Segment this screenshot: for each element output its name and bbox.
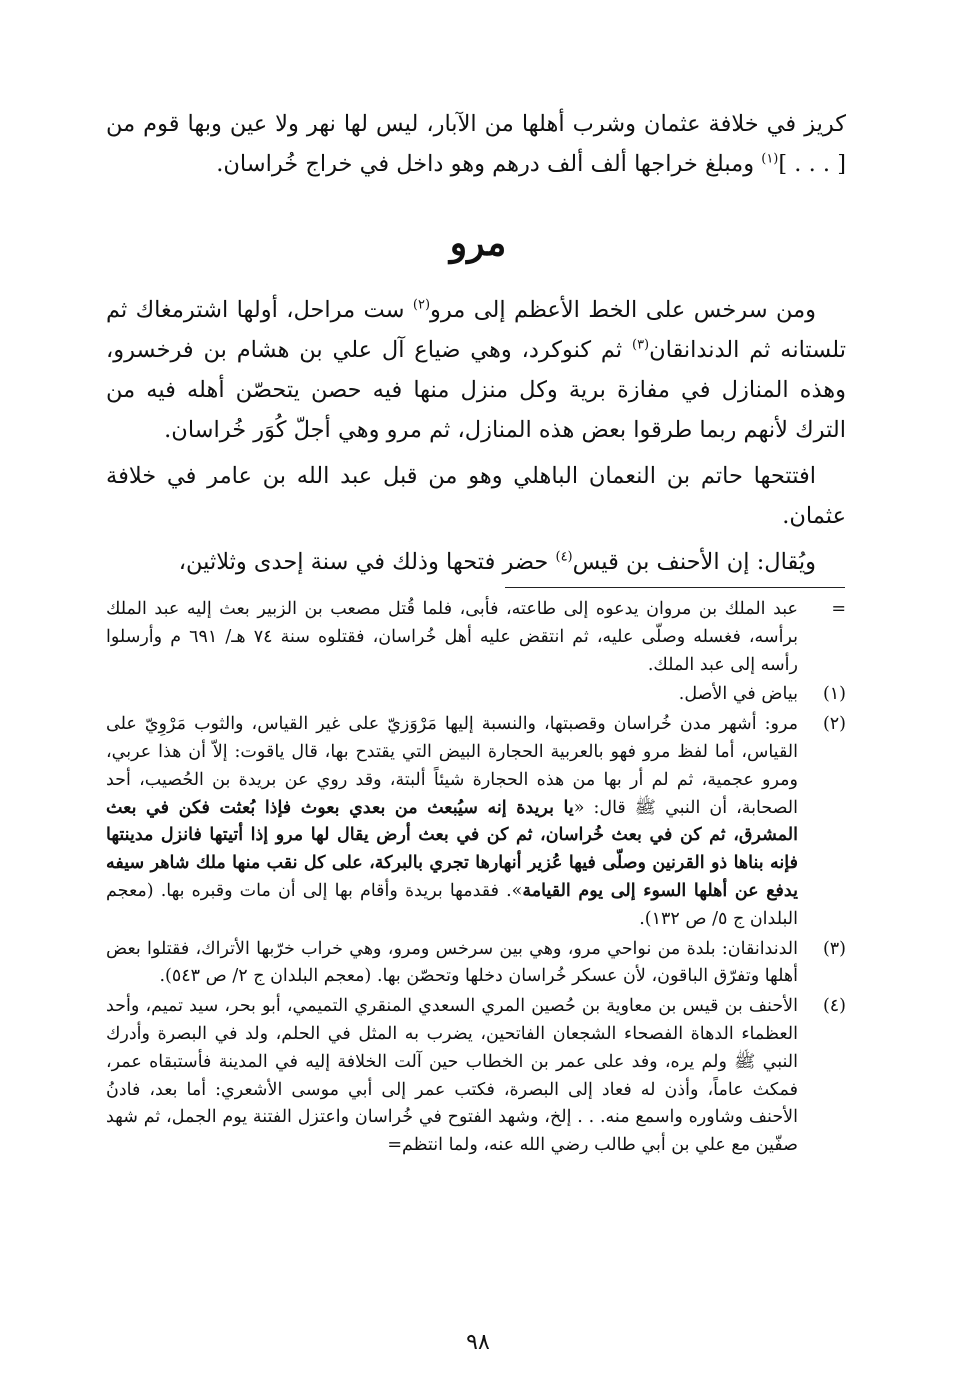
page-number: ٩٨ <box>466 1330 490 1355</box>
p3-text-a: ويُقال: إن الأحنف بن قيس <box>572 549 816 575</box>
footnote-ref-4: (٤) <box>555 549 573 565</box>
p1-text-c: ثم كنوكرد، وهي ضياع آل علي بن هشام بن فرخسرو، وهذه المنازل في مفازة برية وكل منزل منها فيه حصن يتحصّن أهله فيه من الترك لأنهم ربما طرقوا بعض هذه المنازل، ثم مرو وهي أجلّ كُوَر خُراسان. <box>106 337 846 443</box>
footnote-4 <box>106 993 846 1160</box>
footnote-3-text: الدندانقان: بلدة من نواحي مرو، وهي بين سرخس ومرو، وهي خراب خرّبها الأتراك، فقتلوا بعض أهلها وتفرّق الباقون، لأن عسكر خُراسان دخلها وتحصّن بها. (معجم البلدان ج ٢/ ص ٥٤٣). <box>106 938 798 987</box>
footnote-separator <box>505 587 845 588</box>
footnote-ref-3: (٣) <box>631 337 650 353</box>
footnote-4-marker: (٤) <box>822 996 846 1017</box>
footnote-1-text: بياض في الأصل. <box>678 684 798 705</box>
footnote-2-text <box>106 711 798 933</box>
section-paragraph-1 <box>106 290 846 450</box>
footnote-ref-2: (٢) <box>412 297 431 313</box>
footnote-ref-1: (١) <box>761 151 779 167</box>
footnote-continuation-marker: = <box>831 599 846 619</box>
p1-text-b: ست مراحل، أولها اشترمغاك ثم تلستانه ثم الدندانقان <box>106 297 847 363</box>
p1-text-a: ومن سرخس على الخط الأعظم إلى مرو <box>430 297 816 323</box>
footnote-2-text-a: مرو: أشهر مدن خُراسان وقصبتها، والنسبة إليها مَرْوَزيّ على غير القياس، والثوب مَرْوِيّ على القياس، أما لفظ مرو فهو بالعربية الحجارة البيض التي يقتدح بها، قال ياقوت: إلاّ أن هذا عربي، ومرو عجمية، ثم لم أر بها من هذه الحجارة شيئاً ألبتة، وقد روي عن بريدة بن الحُصيب، أحد الصحابة، أن النبي ﷺ قال: « <box>106 714 798 818</box>
section-paragraph-3 <box>106 542 846 582</box>
footnote-continuation-text: عبد الملك بن مروان يدعوه إلى طاعته، فأبى، فلما قُتل مصعب بن الزبير بعث إليه عبد الملك برأسه، فغسله وصلّى عليه، ثم انتقض عليه أهل خُراسان، فقتلوه سنة ٧٤ هـ/ ٦٩١ م وأرسلوا رأسه إلى عبد الملك. <box>106 599 798 675</box>
footnote-2 <box>106 711 846 933</box>
intro-text-a: كريز في خلافة عثمان وشرب أهلها من الآبار، ليس لها نهر ولا عين وبها قوم من [ . . . ] <box>106 111 846 177</box>
section-body <box>106 290 846 582</box>
footnote-2-text-b: ». فقدمها بريدة وأقام بها إلى أن مات وقبره بها. (معجم البلدان ج ٥/ ص ١٣٢). <box>106 880 798 929</box>
intro-paragraph <box>106 104 846 184</box>
footnote-2-marker: (٢) <box>822 714 846 735</box>
footnote-3 <box>106 936 846 992</box>
footnote-1 <box>106 681 846 709</box>
section-heading: مرو <box>449 222 507 264</box>
footnote-4-text: الأحنف بن قيس بن معاوية بن حُصين المري السعدي المنقري التميمي، أبو بحر، سيد تميم، وأحد العظماء الدهاة الفصحاء الشجعان الفاتحين، يضرب به المثل في الحلم، ولد في البصرة وأدرك النبي ﷺ ولم يره، وفد على عمر بن الخطاب حين آلت الخلافة إليه في المدينة فأستبقاه عمر، فمكث عاماً، وأذن له فعاد إلى البصرة، فكتب عمر إلى أبي موسى الأشعري: أما بعد، فادنُ الأحنف وشاوره واسمع منه. . . إلخ، وشهد الفتوح في خُراسان واعتزل الفتنة يوم الجمل، ثم شهد صفّين مع علي بن أبي طالب رضي الله عنه، ولما انتظم= <box>106 996 798 1156</box>
hadith-quote: يا بريدة إنه سيُبعث من بعدي بعوث فإذا بُعثت فكن في بعث المشرق، ثم كن في بعث خُراسان، ثم كن في بعث أرض يقال لها مرو إذا أتيتها فانزل مدينتها فإنه بناها ذو القرنين وصلّى فيها عُزير أنهارها تجري بالبركة، على كل نقب منها ملك شاهر سيفه يدفع عن أهلها السوء إلى يوم القيامة <box>106 797 798 901</box>
intro-text-b: ومبلغ خراجها ألف ألف درهم وهو داخل في خراج خُراسان. <box>216 151 762 177</box>
footnote-3-marker: (٣) <box>822 938 846 959</box>
section-paragraph-2: افتتحها حاتم بن النعمان الباهلي وهو من قبل عبد الله بن عامر في خلافة عثمان. <box>106 463 846 529</box>
footnote-1-marker: (١) <box>822 684 846 705</box>
footnote-continuation <box>106 596 846 679</box>
p3-text-b: حضر فتحها وذلك في سنة إحدى وثلاثين، <box>178 549 556 575</box>
footnotes <box>106 596 846 1162</box>
